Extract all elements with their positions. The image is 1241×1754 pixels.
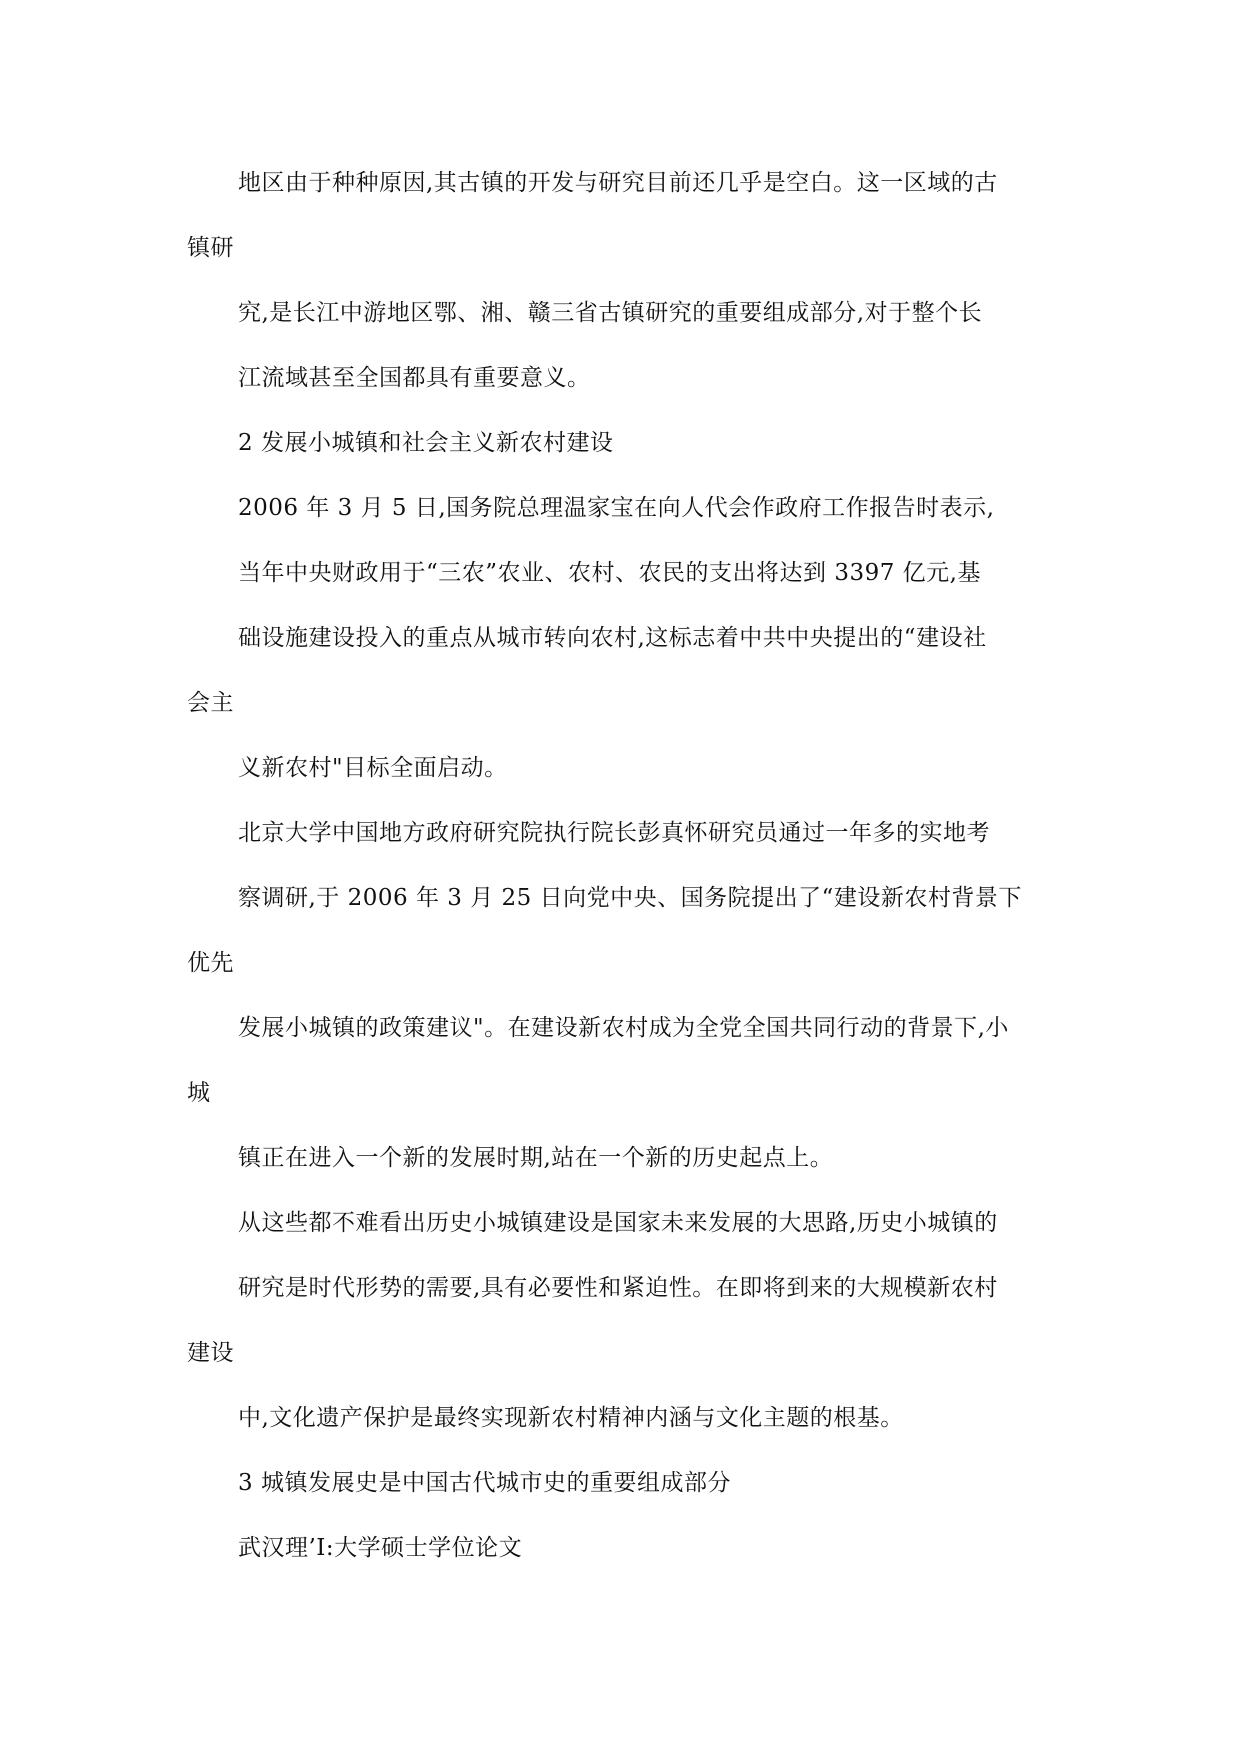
text-line: 会主 bbox=[187, 690, 234, 716]
text-line: 镇研 bbox=[187, 235, 234, 261]
text-line: 察调研,于 2006 年 3 月 25 日向党中央、国务院提出了“建设新农村背景下 bbox=[238, 885, 1022, 911]
text-line: 础设施建设投入的重点从城市转向农村,这标志着中共中央提出的“建设社 bbox=[238, 625, 987, 651]
text-line: 建设 bbox=[187, 1340, 234, 1366]
text-line: 当年中央财政用于“三农”农业、农村、农民的支出将达到 3397 亿元,基 bbox=[238, 560, 981, 586]
text-line: 中,文化遗产保护是最终实现新农村精神内涵与文化主题的根基。 bbox=[238, 1405, 904, 1431]
text-line: 究,是长江中游地区鄂、湘、赣三省古镇研究的重要组成部分,对于整个长 bbox=[238, 300, 983, 326]
text-line: 从这些都不难看出历史小城镇建设是国家未来发展的大思路,历史小城镇的 bbox=[238, 1210, 998, 1236]
section-heading: 2 发展小城镇和社会主义新农村建设 bbox=[238, 430, 614, 456]
text-line: 地区由于种种原因,其古镇的开发与研究目前还几乎是空白。这一区域的古 bbox=[238, 170, 998, 196]
text-line: 研究是时代形势的需要,具有必要性和紧迫性。在即将到来的大规模新农村 bbox=[238, 1275, 998, 1301]
text-line: 北京大学中国地方政府研究院执行院长彭真怀研究员通过一年多的实地考 bbox=[238, 820, 990, 846]
text-line: 发展小城镇的政策建议"。在建设新农村成为全党全国共同行动的背景下,小 bbox=[238, 1015, 1009, 1041]
text-line: 义新农村"目标全面启动。 bbox=[238, 755, 508, 781]
text-line: 江流域甚至全国都具有重要意义。 bbox=[238, 365, 591, 391]
text-line: 优先 bbox=[187, 950, 234, 976]
text-line: 镇正在进入一个新的发展时期,站在一个新的历史起点上。 bbox=[238, 1145, 834, 1171]
section-heading: 3 城镇发展史是中国古代城市史的重要组成部分 bbox=[238, 1470, 731, 1496]
footer-text: 武汉理’I:大学硕士学位论文 bbox=[238, 1535, 523, 1561]
text-line: 城 bbox=[187, 1080, 211, 1106]
text-line: 2006 年 3 月 5 日,国务院总理温家宝在向人代会作政府工作报告时表示, bbox=[238, 495, 995, 521]
